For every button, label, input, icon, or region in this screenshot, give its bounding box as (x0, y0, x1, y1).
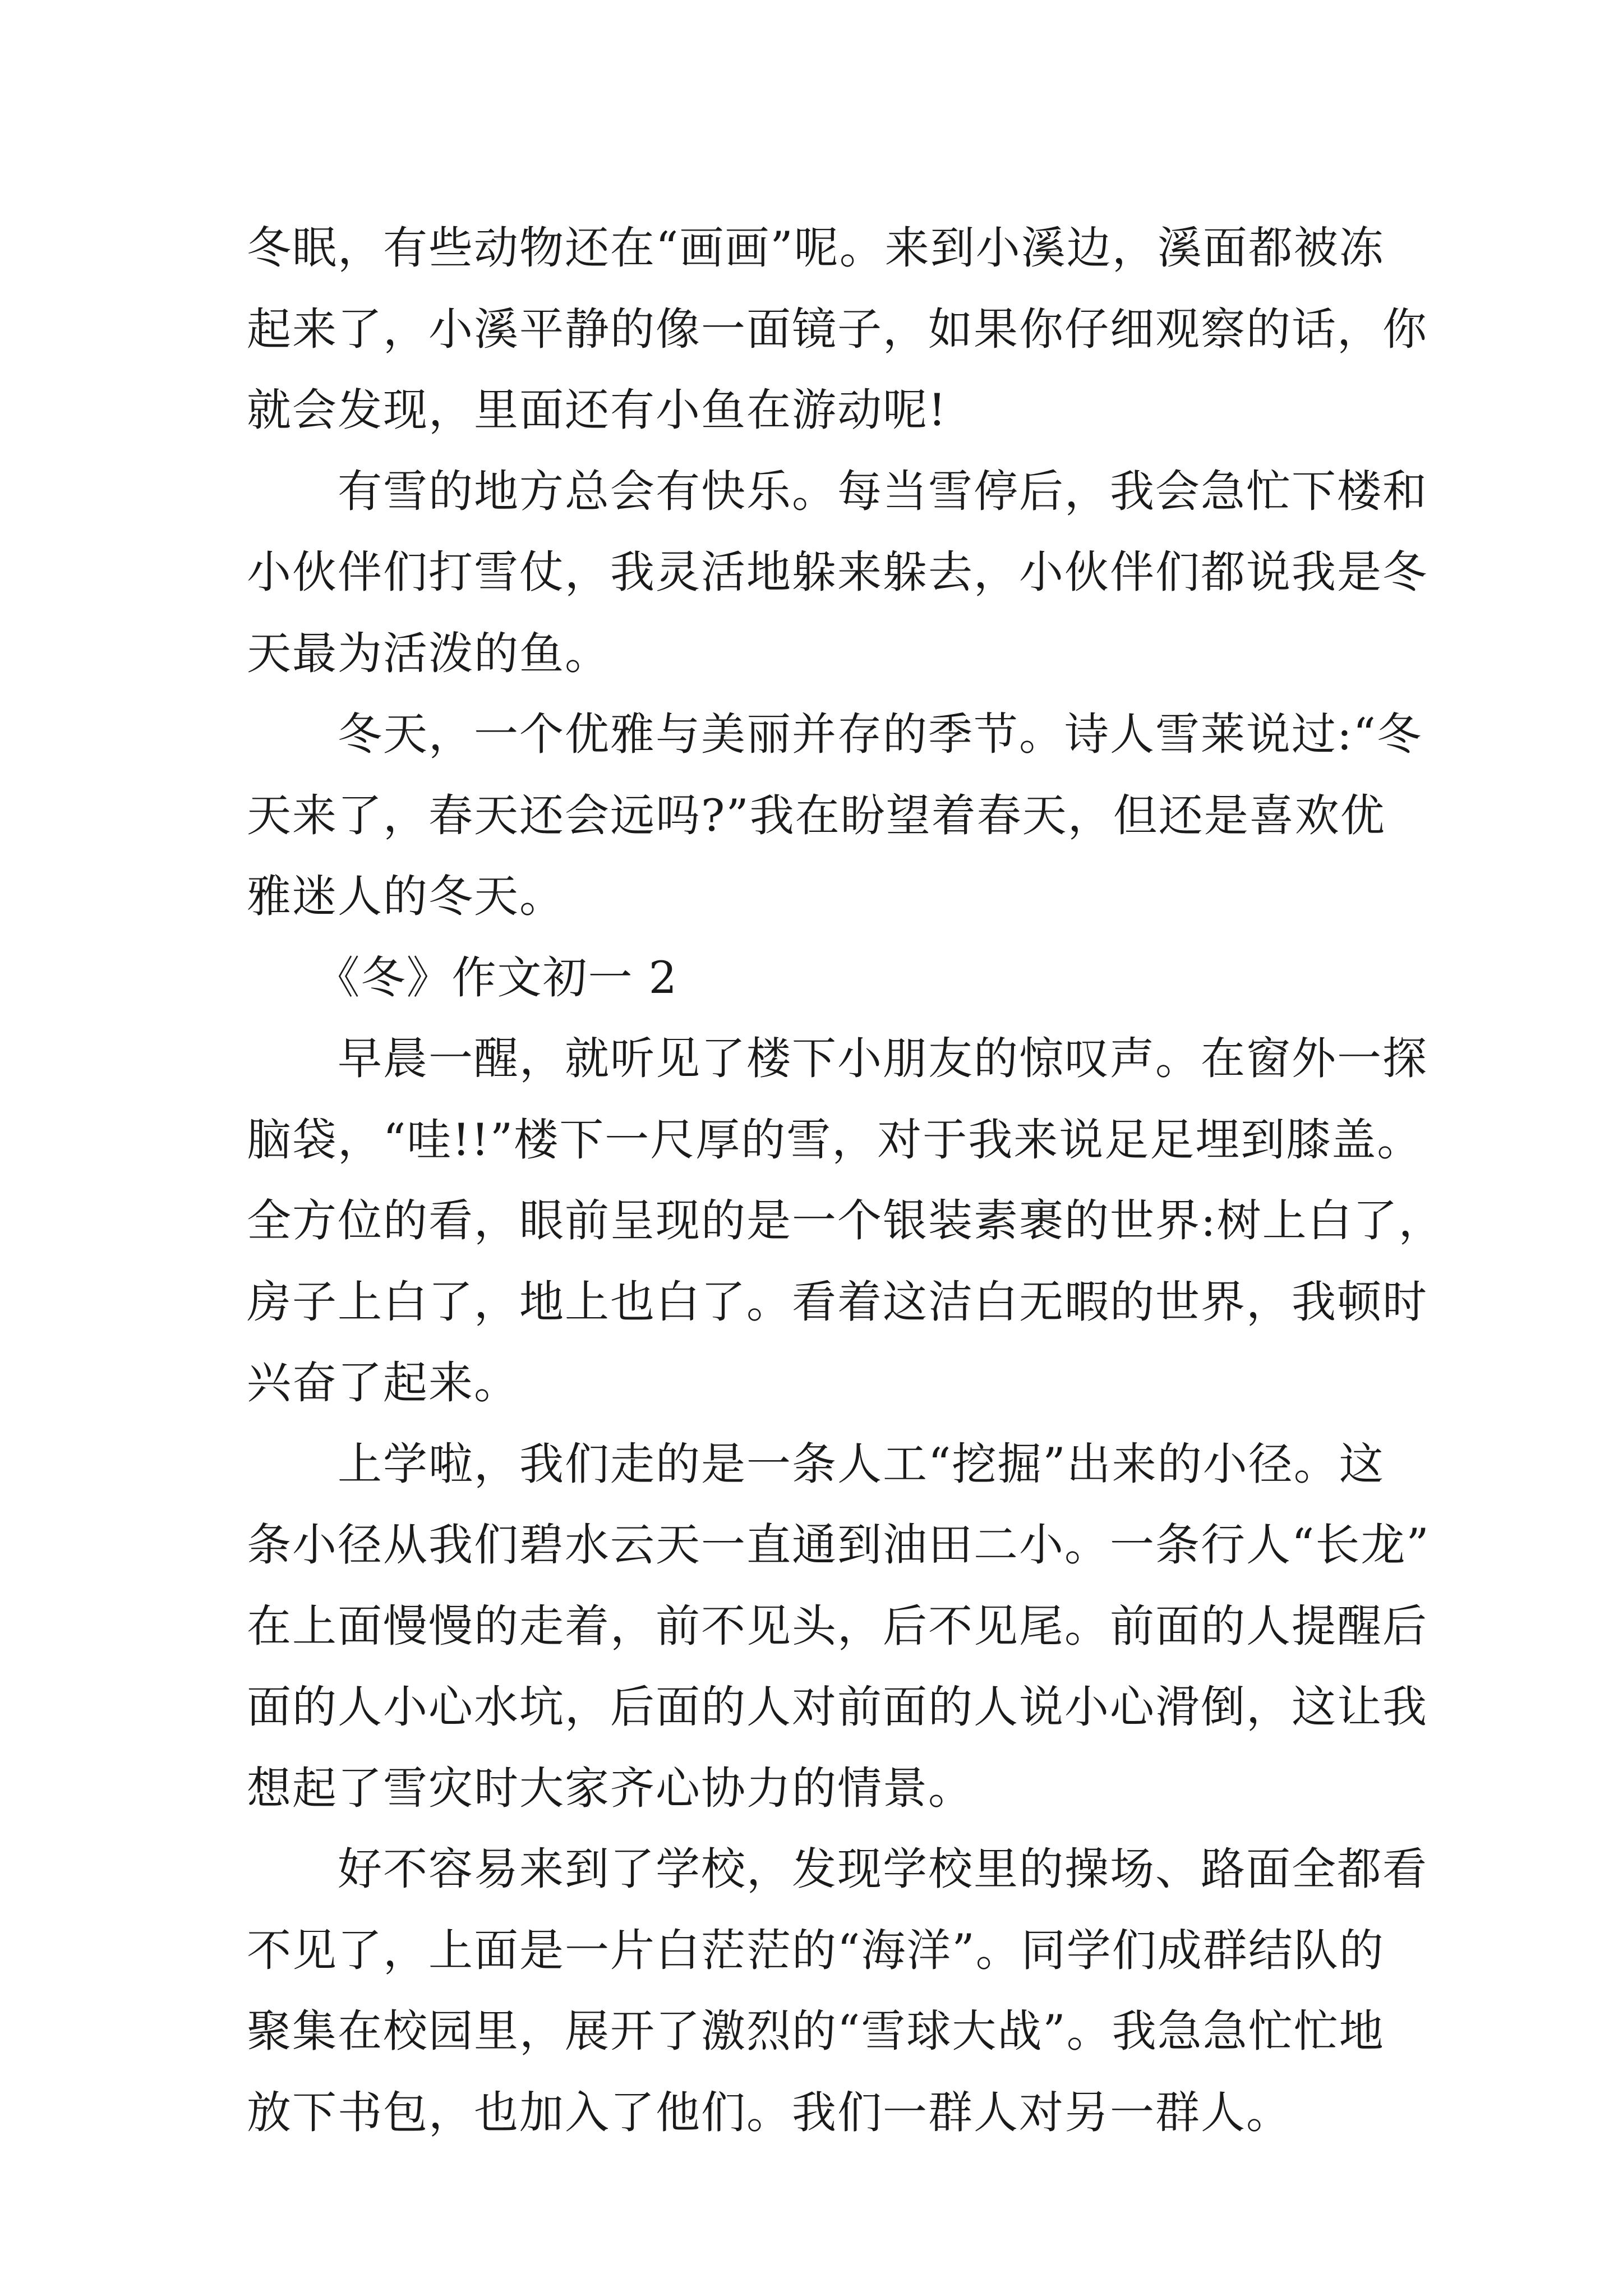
text-line: 早晨一醒，就听见了楼下小朋友的惊叹声。在窗外一探 (247, 1033, 1428, 1084)
text-line: 放下书包，也加入了他们。我们一群人对另一群人。 (247, 2086, 1292, 2138)
text-line: 想起了雪灾时大家齐心协力的情景。 (247, 1762, 974, 1814)
text-line: 条小径从我们碧水云天一直通到油田二小。一条行人“长龙” (247, 1519, 1430, 1571)
text-line: 好不容易来到了学校，发现学校里的操场、路面全都看 (247, 1843, 1428, 1895)
text-line: 聚集在校园里，展开了激烈的“雪球大战”。我急急忙忙地 (247, 2005, 1385, 2057)
text-line: 脑袋，“哇!!”楼下一尺厚的雪，对于我来说足足埋到膝盖。 (247, 1114, 1423, 1166)
text-line: 小伙伴们打雪仗，我灵活地躲来躲去，小伙伴们都说我是冬 (247, 546, 1428, 598)
text-line: 上学啦，我们走的是一条人工“挖掘”出来的小径。这 (247, 1438, 1385, 1490)
text-line: 不见了，上面是一片白茫茫的“海洋”。同学们成群结队的 (247, 1924, 1385, 1976)
section-heading: 《冬》作文初一 2 (247, 951, 678, 1004)
text-line: 天最为活泼的鱼。 (247, 627, 610, 679)
text-line: 天来了，春天还会远吗?”我在盼望着春天，但还是喜欢优 (247, 789, 1386, 841)
text-line: 全方位的看，眼前呈现的是一个银装素裹的世界:树上白了， (247, 1195, 1444, 1246)
text-line: 兴奋了起来。 (247, 1357, 519, 1409)
text-line: 冬天，一个优雅与美丽并存的季节。诗人雪莱说过:“冬 (247, 708, 1423, 760)
essay-body (247, 208, 1444, 2153)
text-line: 就会发现，里面还有小鱼在游动呢! (247, 384, 947, 436)
text-line: 冬眠，有些动物还在“画画”呢。来到小溪边，溪面都被冻 (247, 222, 1385, 274)
text-line: 有雪的地方总会有快乐。每当雪停后，我会急忙下楼和 (247, 465, 1428, 517)
text-line: 房子上白了，地上也白了。看着这洁白无暇的世界，我顿时 (247, 1276, 1428, 1328)
text-line: 雅迷人的冬天。 (247, 871, 565, 922)
text-line: 面的人小心水坑，后面的人对前面的人说小心滑倒，这让我 (247, 1681, 1428, 1733)
text-line: 起来了，小溪平静的像一面镜子，如果你仔细观察的话，你 (247, 303, 1428, 355)
text-line: 在上面慢慢的走着，前不见头，后不见尾。前面的人提醒后 (247, 1600, 1428, 1652)
